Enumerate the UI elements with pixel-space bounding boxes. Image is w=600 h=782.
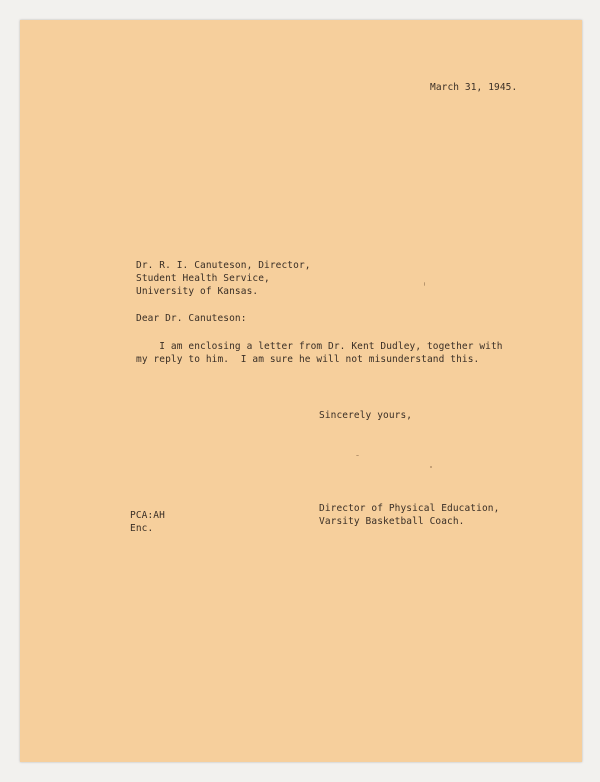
recipient-name-line: Dr. R. I. Canuteson, Director, xyxy=(136,260,311,271)
signature-title-line-1: Director of Physical Education, xyxy=(319,503,500,514)
reference-initials: PCA:AH xyxy=(130,510,165,521)
body-line-2: my reply to him. I am sure he will not misunderstand this. xyxy=(136,354,480,365)
letter-date: March 31, 1945. xyxy=(430,82,518,93)
enclosure-notation: Enc. xyxy=(130,523,154,534)
recipient-university-line: University of Kansas. xyxy=(136,286,259,297)
paper-speck xyxy=(424,282,425,286)
letter-page xyxy=(20,20,582,762)
body-line-1: I am enclosing a letter from Dr. Kent Dudley, together with xyxy=(136,341,503,352)
recipient-org-line: Student Health Service, xyxy=(136,273,270,284)
closing: Sincerely yours, xyxy=(319,410,413,421)
paper-speck xyxy=(356,455,359,456)
signature-title-line-2: Varsity Basketball Coach. xyxy=(319,516,465,527)
salutation: Dear Dr. Canuteson: xyxy=(136,313,247,324)
paper-speck xyxy=(430,466,432,468)
